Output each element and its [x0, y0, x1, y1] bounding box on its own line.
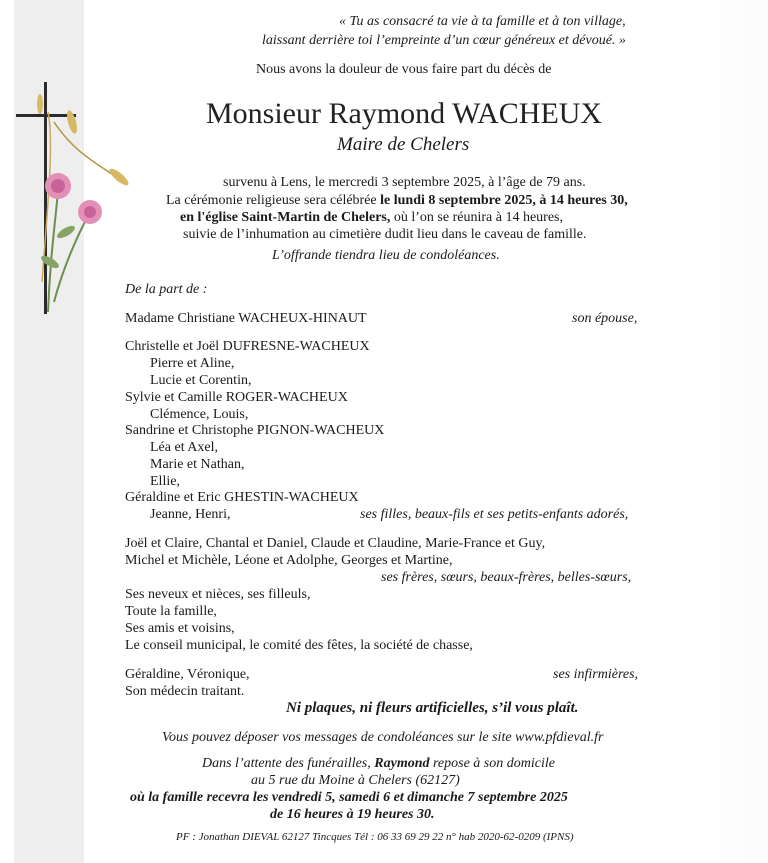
wake-line-2: au 5 rue du Moine à Chelers (62127): [251, 773, 460, 788]
ceremony-date: le lundi 8 septembre 2025, à 14 heures 30,: [380, 193, 628, 208]
quote-line-1: « Tu as consacré ta vie à ta famille et à ton village,: [339, 14, 626, 29]
grandchild-line: Ellie,: [150, 474, 180, 489]
nurses-role: ses infirmières,: [553, 667, 639, 682]
nurses-names: Géraldine, Véronique,: [125, 667, 250, 682]
announcement-line-3: [180, 210, 563, 226]
wake-line-1: [202, 756, 555, 772]
child-line: Christelle et Joël DUFRESNE-WACHEUX: [125, 339, 370, 354]
spouse-name: Madame Christiane WACHEUX-HINAUT: [125, 311, 367, 326]
children-role: ses filles, beaux-fils et ses petits-enfants adorés,: [360, 507, 629, 522]
relatives-line: Ses amis et voisins,: [125, 621, 235, 636]
relatives-line: Ses neveux et nièces, ses filleuls,: [125, 587, 311, 602]
grandchild-line: Léa et Axel,: [150, 440, 219, 455]
grandchild-line: Lucie et Corentin,: [150, 373, 252, 388]
grandchild-line: Clémence, Louis,: [150, 407, 249, 422]
ceremony-gathering: où l’on se réunira à 14 heures,: [390, 210, 563, 225]
grandchild-line: Marie et Nathan,: [150, 457, 245, 472]
funeral-home-footer: PF : Jonathan DIEVAL 62127 Tincques Tél : 06 33 69 29 22 n° hab 2020-62-0209 (IPNS): [176, 831, 574, 843]
right-edge: [698, 0, 768, 863]
family-header: De la part de :: [125, 282, 208, 297]
child-line: Sylvie et Camille ROGER-WACHEUX: [125, 390, 348, 405]
online-condolences: Vous pouvez déposer vos messages de condoléances sur le site www.pfdieval.fr: [162, 730, 604, 745]
announcement-line-4: suivie de l’inhumation au cimetière dudit lieu dans le caveau de famille.: [183, 227, 587, 242]
wake-place-intro: repose à son domicile: [429, 756, 555, 771]
ceremony-intro: La cérémonie religieuse sera célébrée: [166, 193, 381, 208]
flowers-notice: Ni plaques, ni fleurs artificielles, s’il vous plaît.: [286, 700, 579, 716]
doctor-line: Son médecin traitant.: [125, 684, 245, 699]
wake-intro: Dans l’attente des funérailles,: [202, 756, 375, 771]
wake-name: Raymond: [374, 756, 430, 771]
announcement-line-2: [166, 193, 628, 209]
relatives-line: Toute la famille,: [125, 604, 217, 619]
child-line: Géraldine et Eric GHESTIN-WACHEUX: [125, 490, 359, 505]
wake-line-4: de 16 heures à 19 heures 30.: [270, 807, 435, 822]
grandchild-line: Jeanne, Henri,: [150, 507, 231, 522]
siblings-role: ses frères, sœurs, beaux-frères, belles-sœurs,: [381, 570, 632, 585]
deceased-name: Monsieur Raymond WACHEUX: [206, 97, 603, 130]
quote-line-2: laissant derrière toi l’empreinte d’un cœur généreux et dévoué. »: [262, 33, 626, 48]
announcement-line-5: L’offrande tiendra lieu de condoléances.: [272, 248, 500, 263]
cross-flower-emblem-icon: [14, 82, 134, 322]
siblings-line-2: Michel et Michèle, Léone et Adolphe, Georges et Martine,: [125, 553, 453, 568]
grandchild-line: Pierre et Aline,: [150, 356, 235, 371]
deceased-title: Maire de Chelers: [337, 134, 470, 155]
intro-line: Nous avons la douleur de vous faire part du décès de: [256, 62, 552, 77]
announcement-line-1: survenu à Lens, le mercredi 3 septembre 2025, à l’âge de 79 ans.: [223, 175, 586, 190]
child-line: Sandrine et Christophe PIGNON-WACHEUX: [125, 423, 385, 438]
wake-line-3: où la famille recevra les vendredi 5, samedi 6 et dimanche 7 septembre 2025: [130, 790, 568, 805]
siblings-line-1: Joël et Claire, Chantal et Daniel, Claude et Claudine, Marie-France et Guy,: [125, 536, 546, 551]
relatives-line: Le conseil municipal, le comité des fêtes, la société de chasse,: [125, 638, 473, 653]
ceremony-place: en l'église Saint-Martin de Chelers,: [180, 210, 391, 225]
spouse-role: son épouse,: [572, 311, 638, 326]
